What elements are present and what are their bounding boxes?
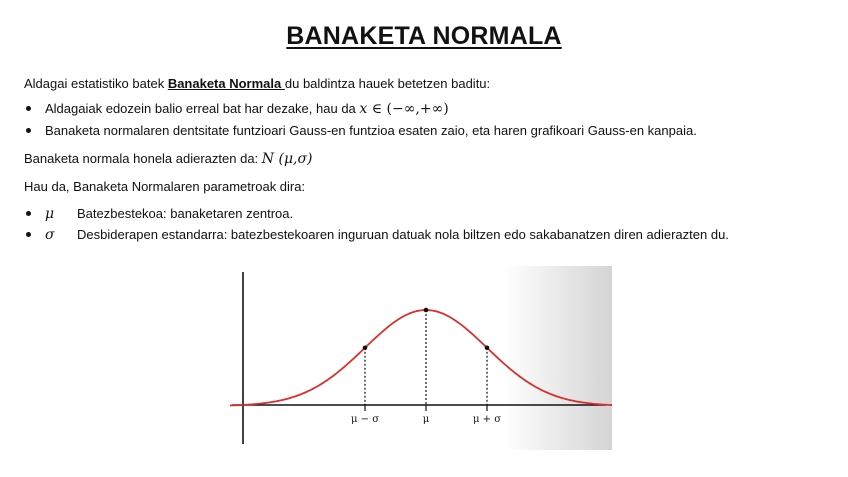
sigma-right-point [485,345,490,350]
param-item [26,227,729,243]
mean-point [424,308,429,313]
intro-after: du baldintza hauek betetzen baditu: [284,76,491,91]
page-title: BANAKETA NORMALA [286,22,562,50]
condition-item [26,101,449,117]
intro-before: Aldagai estatistiko batek [24,76,168,91]
notation-text: Banaketa normala honela adierazten da: [24,151,262,166]
bullet-dot-icon [26,211,31,216]
condition-text: Aldagaiak edozein balio erreal bat har dezake, hau da [45,101,360,116]
bullet-dot-icon [26,106,31,111]
param-item [26,206,293,222]
tick-label-mu-plus-sigma: μ + σ [472,414,502,425]
tick-label-mu-minus-sigma: μ − σ [350,414,380,425]
condition-math-var: x [359,101,368,117]
bullet-dot-icon [26,128,31,133]
params-intro: Hau da, Banaketa Normalaren parametroak dira: [24,179,306,194]
gauss-bell-figure [226,266,612,450]
figure-background [226,266,612,450]
param-description: Batezbestekoa: banaketaren zentroa. [77,206,294,221]
condition-item [26,123,697,139]
tick-label-mu: μ [422,414,430,425]
param-symbol: μ [45,206,55,222]
condition-math-rest: ∈ (−∞,+∞) [367,101,449,117]
condition-text: Banaketa normalaren dentsitate funtzioari Gauss-en funtzioa esaten zaio, eta haren grafikoari Gauss-en kanpaia. [45,123,697,138]
param-description: Desbiderapen estandarra: batezbestekoaren inguruan datuak nola biltzen edo sakabanatzen diren adierazten du. [77,227,729,242]
notation-math: N (μ,σ) [261,151,313,167]
sigma-left-point [363,345,368,350]
intro-term: Banaketa Normala [167,76,285,91]
notation-line [24,151,313,167]
bullet-dot-icon [26,232,31,237]
param-symbol: σ [45,227,55,243]
intro-line [24,76,490,92]
